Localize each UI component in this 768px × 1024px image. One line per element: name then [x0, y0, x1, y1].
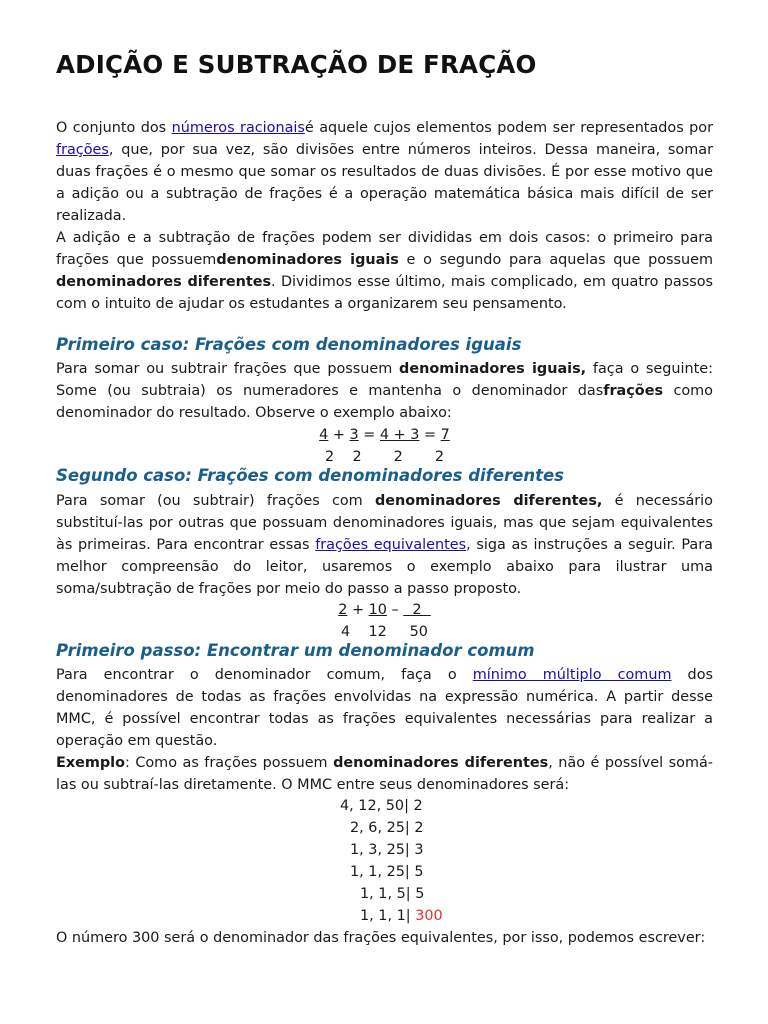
cases-paragraph: A adição e a subtração de frações podem ser divididas em dois casos: o primeiro para frações que possuemdenominadores iguais e o segundo para aquelas que possuem denominadores diferentes. Dividimos esse último, mais complicado, em quatro passos com o intuito de ajudar os estudantes a organizarem seu pensamento. [56, 230, 714, 312]
example2-denominators: 4 12 50 [341, 624, 428, 640]
mmc-row: 2, 6, 25| 2 [350, 820, 424, 836]
heading-first-step: Primeiro passo: Encontrar um denominador comum [56, 641, 535, 660]
mmc-row-result: 1, 1, 1| 300 [360, 908, 443, 924]
heading-second-case: Segundo caso: Frações com denominadores diferentes [56, 466, 565, 485]
heading-first-case: Primeiro caso: Frações com denominadores iguais [56, 335, 522, 354]
example-paragraph: Exemplo: Como as frações possuem denominadores diferentes, não é possível somá-las ou subtraí-las diretamente. O MMC entre seus denominadores será: [56, 755, 713, 793]
link-numeros-racionais[interactable]: números racionais [171, 120, 305, 136]
first-step-paragraph: Para encontrar o denominador comum, faça o mínimo múltiplo comum dos denominadores de todas as frações envolvidas na expressão numérica. A partir desse MMC, é possível encontrar todas as frações equivalentes necessárias para realizar a operação em questão. [56, 667, 713, 749]
mmc-row: 1, 1, 25| 5 [350, 864, 424, 880]
example2-numerators: 2 + 10 – 2 [338, 602, 431, 618]
link-fracoes[interactable]: frações [56, 142, 109, 158]
page-title: ADIÇÃO E SUBTRAÇÃO DE FRAÇÃO [56, 50, 537, 79]
link-minimo-multiplo-comum[interactable]: mínimo múltiplo comum [472, 667, 672, 683]
intro-paragraph: O conjunto dos números racionaisé aquele cujos elementos podem ser representados por frações, que, por sua vez, são divisões entre números inteiros. Dessa maneira, somar duas frações é o mesmo que somar os resultados de duas divisões. É por esse motivo que a adição ou a subtração de frações é a operação matemática básica mais difícil de ser realizada. [56, 120, 713, 224]
link-fracoes-equivalentes[interactable]: frações equivalentes [315, 537, 467, 553]
first-case-paragraph: Para somar ou subtrair frações que possuem denominadores iguais, faça o seguinte: Some (ou subtraia) os numeradores e mantenha o denominador dasfrações como denominador do resultado. Observe o exemplo abaixo: [56, 361, 713, 421]
mmc-result: 300 [415, 908, 443, 924]
mmc-row: 4, 12, 50| 2 [340, 798, 423, 814]
conclusion-paragraph: O número 300 será o denominador das frações equivalentes, por isso, podemos escrever: [56, 930, 706, 946]
mmc-row: 1, 3, 25| 3 [350, 842, 424, 858]
second-case-paragraph: Para somar (ou subtrair) frações com denominadores diferentes, é necessário substituí-las por outras que possuam denominadores iguais, mas que sejam equivalentes às primeiras. Para encontrar essas frações equivalentes, siga as instruções a seguir. Para melhor compreensão do leitor, usaremos o exemplo abaixo para ilustrar uma soma/subtração de frações por meio do passo a passo proposto. [56, 493, 713, 597]
example1-denominators: 2 2 2 2 [325, 449, 444, 465]
mmc-row: 1, 1, 5| 5 [360, 886, 425, 902]
example1-numerators: 4 + 3 = 4 + 3 = 7 [319, 427, 450, 443]
